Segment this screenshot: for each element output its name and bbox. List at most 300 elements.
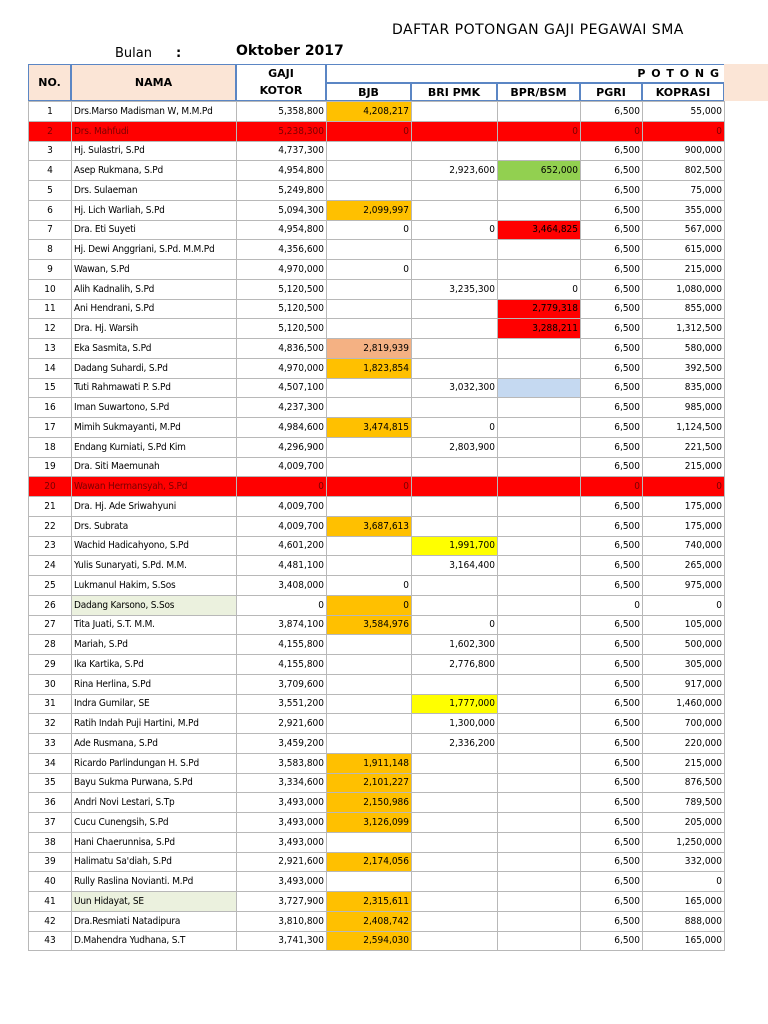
cell-nama[interactable]: Mimih Sukmayanti, M.Pd — [72, 418, 237, 438]
cell-bjb[interactable] — [327, 556, 412, 576]
cell-bjb[interactable] — [327, 694, 412, 714]
cell-pgri[interactable]: 6,500 — [581, 437, 643, 457]
cell-nama[interactable]: Tuti Rahmawati P. S.Pd — [72, 378, 237, 398]
cell-bri-pmk[interactable] — [412, 497, 498, 517]
cell-no[interactable]: 16 — [29, 398, 72, 418]
cell-no[interactable]: 31 — [29, 694, 72, 714]
cell-bpr-bsm[interactable] — [498, 595, 581, 615]
cell-no[interactable]: 34 — [29, 753, 72, 773]
cell-gaji-kotor[interactable]: 3,810,800 — [237, 911, 327, 931]
cell-bjb[interactable] — [327, 161, 412, 181]
cell-kopasi[interactable]: 855,000 — [643, 299, 725, 319]
cell-nama[interactable]: Alih Kadnalih, S.Pd — [72, 279, 237, 299]
cell-no[interactable]: 20 — [29, 477, 72, 497]
cell-nama[interactable]: Tita Juati, S.T. M.M. — [72, 615, 237, 635]
cell-no[interactable]: 9 — [29, 260, 72, 280]
cell-gaji-kotor[interactable]: 3,741,300 — [237, 931, 327, 951]
cell-kopasi[interactable]: 355,000 — [643, 200, 725, 220]
cell-bri-pmk[interactable] — [412, 931, 498, 951]
cell-bpr-bsm[interactable] — [498, 497, 581, 517]
cell-bjb[interactable] — [327, 378, 412, 398]
cell-gaji-kotor[interactable]: 4,954,800 — [237, 220, 327, 240]
cell-bjb[interactable] — [327, 398, 412, 418]
cell-bpr-bsm[interactable] — [498, 892, 581, 912]
cell-bjb[interactable] — [327, 457, 412, 477]
cell-no[interactable]: 28 — [29, 635, 72, 655]
cell-bjb[interactable]: 2,150,986 — [327, 793, 412, 813]
cell-nama[interactable]: Uun Hidayat, SE — [72, 892, 237, 912]
cell-bjb[interactable] — [327, 319, 412, 339]
cell-nama[interactable]: Drs. Sulaeman — [72, 181, 237, 201]
cell-kopasi[interactable]: 55,000 — [643, 102, 725, 122]
cell-gaji-kotor[interactable]: 3,493,000 — [237, 832, 327, 852]
cell-bri-pmk[interactable] — [412, 260, 498, 280]
cell-nama[interactable]: Hj. Lich Warliah, S.Pd — [72, 200, 237, 220]
cell-pgri[interactable]: 6,500 — [581, 260, 643, 280]
cell-gaji-kotor[interactable]: 3,551,200 — [237, 694, 327, 714]
cell-pgri[interactable]: 6,500 — [581, 516, 643, 536]
cell-nama[interactable]: Rina Herlina, S.Pd — [72, 674, 237, 694]
cell-bpr-bsm[interactable] — [498, 457, 581, 477]
cell-nama[interactable]: Cucu Cunengsih, S.Pd — [72, 813, 237, 833]
cell-no[interactable]: 6 — [29, 200, 72, 220]
cell-pgri[interactable]: 0 — [581, 477, 643, 497]
cell-no[interactable]: 5 — [29, 181, 72, 201]
cell-bri-pmk[interactable] — [412, 911, 498, 931]
cell-nama[interactable]: Dra.Resmiati Natadipura — [72, 911, 237, 931]
cell-bjb[interactable]: 0 — [327, 595, 412, 615]
cell-pgri[interactable]: 6,500 — [581, 813, 643, 833]
cell-gaji-kotor[interactable]: 4,601,200 — [237, 536, 327, 556]
cell-bpr-bsm[interactable] — [498, 694, 581, 714]
cell-pgri[interactable]: 6,500 — [581, 793, 643, 813]
cell-kopasi[interactable]: 615,000 — [643, 240, 725, 260]
cell-kopasi[interactable]: 265,000 — [643, 556, 725, 576]
cell-nama[interactable]: Yulis Sunaryati, S.Pd. M.M. — [72, 556, 237, 576]
cell-bjb[interactable]: 2,101,227 — [327, 773, 412, 793]
cell-pgri[interactable]: 6,500 — [581, 181, 643, 201]
cell-no[interactable]: 30 — [29, 674, 72, 694]
cell-nama[interactable]: Dra. Hj. Warsih — [72, 319, 237, 339]
cell-kopasi[interactable]: 900,000 — [643, 141, 725, 161]
cell-no[interactable]: 19 — [29, 457, 72, 477]
cell-gaji-kotor[interactable]: 5,358,800 — [237, 102, 327, 122]
cell-pgri[interactable]: 6,500 — [581, 102, 643, 122]
cell-bpr-bsm[interactable] — [498, 200, 581, 220]
cell-bri-pmk[interactable]: 2,776,800 — [412, 655, 498, 675]
cell-kopasi[interactable]: 392,500 — [643, 358, 725, 378]
cell-bjb[interactable]: 3,126,099 — [327, 813, 412, 833]
cell-bpr-bsm[interactable]: 3,464,825 — [498, 220, 581, 240]
cell-gaji-kotor[interactable]: 4,009,700 — [237, 516, 327, 536]
cell-kopasi[interactable]: 215,000 — [643, 260, 725, 280]
cell-pgri[interactable]: 6,500 — [581, 635, 643, 655]
cell-pgri[interactable]: 6,500 — [581, 418, 643, 438]
cell-bri-pmk[interactable] — [412, 753, 498, 773]
cell-bjb[interactable]: 2,099,997 — [327, 200, 412, 220]
cell-bpr-bsm[interactable] — [498, 852, 581, 872]
cell-bri-pmk[interactable] — [412, 813, 498, 833]
cell-gaji-kotor[interactable]: 3,709,600 — [237, 674, 327, 694]
cell-bpr-bsm[interactable] — [498, 931, 581, 951]
cell-pgri[interactable]: 6,500 — [581, 319, 643, 339]
cell-bri-pmk[interactable]: 0 — [412, 615, 498, 635]
cell-kopasi[interactable]: 1,460,000 — [643, 694, 725, 714]
cell-kopasi[interactable]: 789,500 — [643, 793, 725, 813]
cell-bri-pmk[interactable] — [412, 576, 498, 596]
cell-bpr-bsm[interactable] — [498, 477, 581, 497]
cell-pgri[interactable]: 6,500 — [581, 161, 643, 181]
cell-bri-pmk[interactable]: 1,300,000 — [412, 714, 498, 734]
cell-bri-pmk[interactable] — [412, 299, 498, 319]
cell-pgri[interactable]: 6,500 — [581, 220, 643, 240]
cell-nama[interactable]: Bayu Sukma Purwana, S.Pd — [72, 773, 237, 793]
cell-bri-pmk[interactable] — [412, 457, 498, 477]
cell-bjb[interactable] — [327, 714, 412, 734]
cell-pgri[interactable]: 6,500 — [581, 911, 643, 931]
cell-nama[interactable]: Dadang Suhardi, S.Pd — [72, 358, 237, 378]
cell-pgri[interactable]: 6,500 — [581, 852, 643, 872]
cell-bri-pmk[interactable] — [412, 141, 498, 161]
cell-nama[interactable]: Dra. Siti Maemunah — [72, 457, 237, 477]
cell-no[interactable]: 25 — [29, 576, 72, 596]
cell-gaji-kotor[interactable]: 4,155,800 — [237, 635, 327, 655]
cell-gaji-kotor[interactable]: 4,009,700 — [237, 457, 327, 477]
cell-no[interactable]: 21 — [29, 497, 72, 517]
cell-pgri[interactable]: 6,500 — [581, 299, 643, 319]
cell-gaji-kotor[interactable]: 4,507,100 — [237, 378, 327, 398]
cell-kopasi[interactable]: 917,000 — [643, 674, 725, 694]
cell-bpr-bsm[interactable] — [498, 615, 581, 635]
cell-bri-pmk[interactable] — [412, 477, 498, 497]
cell-bpr-bsm[interactable] — [498, 635, 581, 655]
cell-kopasi[interactable]: 740,000 — [643, 536, 725, 556]
cell-nama[interactable]: Ricardo Parlindungan H. S.Pd — [72, 753, 237, 773]
cell-gaji-kotor[interactable]: 3,459,200 — [237, 734, 327, 754]
cell-bpr-bsm[interactable] — [498, 358, 581, 378]
cell-gaji-kotor[interactable]: 4,481,100 — [237, 556, 327, 576]
cell-kopasi[interactable]: 75,000 — [643, 181, 725, 201]
cell-bpr-bsm[interactable]: 0 — [498, 121, 581, 141]
cell-pgri[interactable]: 6,500 — [581, 734, 643, 754]
cell-no[interactable]: 26 — [29, 595, 72, 615]
cell-gaji-kotor[interactable]: 4,155,800 — [237, 655, 327, 675]
cell-kopasi[interactable]: 0 — [643, 872, 725, 892]
cell-kopasi[interactable]: 175,000 — [643, 516, 725, 536]
cell-bri-pmk[interactable]: 1,777,000 — [412, 694, 498, 714]
cell-pgri[interactable]: 6,500 — [581, 931, 643, 951]
cell-bpr-bsm[interactable]: 652,000 — [498, 161, 581, 181]
cell-pgri[interactable]: 6,500 — [581, 378, 643, 398]
cell-pgri[interactable]: 6,500 — [581, 655, 643, 675]
cell-pgri[interactable]: 6,500 — [581, 832, 643, 852]
cell-bri-pmk[interactable] — [412, 398, 498, 418]
cell-kopasi[interactable]: 105,000 — [643, 615, 725, 635]
cell-bri-pmk[interactable] — [412, 121, 498, 141]
cell-no[interactable]: 8 — [29, 240, 72, 260]
cell-pgri[interactable]: 6,500 — [581, 576, 643, 596]
cell-kopasi[interactable]: 1,124,500 — [643, 418, 725, 438]
cell-kopasi[interactable]: 1,312,500 — [643, 319, 725, 339]
cell-pgri[interactable]: 6,500 — [581, 141, 643, 161]
cell-bpr-bsm[interactable] — [498, 437, 581, 457]
cell-pgri[interactable]: 6,500 — [581, 536, 643, 556]
cell-no[interactable]: 29 — [29, 655, 72, 675]
cell-nama[interactable]: Wawan Hermansyah, S.Pd — [72, 477, 237, 497]
cell-bpr-bsm[interactable] — [498, 872, 581, 892]
cell-bjb[interactable]: 3,474,815 — [327, 418, 412, 438]
cell-gaji-kotor[interactable]: 3,727,900 — [237, 892, 327, 912]
cell-bpr-bsm[interactable]: 0 — [498, 279, 581, 299]
cell-bri-pmk[interactable] — [412, 200, 498, 220]
cell-bpr-bsm[interactable] — [498, 536, 581, 556]
cell-nama[interactable]: Ika Kartika, S.Pd — [72, 655, 237, 675]
cell-bpr-bsm[interactable]: 3,288,211 — [498, 319, 581, 339]
cell-bri-pmk[interactable] — [412, 892, 498, 912]
cell-bri-pmk[interactable] — [412, 358, 498, 378]
cell-nama[interactable]: Rully Raslina Novianti. M.Pd — [72, 872, 237, 892]
cell-pgri[interactable]: 6,500 — [581, 240, 643, 260]
cell-gaji-kotor[interactable]: 5,094,300 — [237, 200, 327, 220]
cell-kopasi[interactable]: 802,500 — [643, 161, 725, 181]
cell-kopasi[interactable]: 835,000 — [643, 378, 725, 398]
cell-nama[interactable]: Dra. Eti Suyeti — [72, 220, 237, 240]
cell-no[interactable]: 18 — [29, 437, 72, 457]
cell-no[interactable]: 12 — [29, 319, 72, 339]
cell-gaji-kotor[interactable]: 4,237,300 — [237, 398, 327, 418]
cell-bjb[interactable]: 2,819,939 — [327, 339, 412, 359]
cell-kopasi[interactable]: 876,500 — [643, 773, 725, 793]
cell-kopasi[interactable]: 580,000 — [643, 339, 725, 359]
cell-gaji-kotor[interactable]: 3,408,000 — [237, 576, 327, 596]
cell-pgri[interactable]: 6,500 — [581, 615, 643, 635]
cell-no[interactable]: 38 — [29, 832, 72, 852]
cell-bjb[interactable]: 3,584,976 — [327, 615, 412, 635]
cell-gaji-kotor[interactable]: 4,836,500 — [237, 339, 327, 359]
cell-bjb[interactable]: 0 — [327, 220, 412, 240]
cell-bri-pmk[interactable]: 3,032,300 — [412, 378, 498, 398]
cell-gaji-kotor[interactable]: 4,970,000 — [237, 260, 327, 280]
cell-gaji-kotor[interactable]: 4,954,800 — [237, 161, 327, 181]
cell-bri-pmk[interactable]: 2,336,200 — [412, 734, 498, 754]
cell-no[interactable]: 23 — [29, 536, 72, 556]
cell-no[interactable]: 4 — [29, 161, 72, 181]
cell-gaji-kotor[interactable]: 0 — [237, 595, 327, 615]
cell-kopasi[interactable]: 0 — [643, 595, 725, 615]
cell-gaji-kotor[interactable]: 5,120,500 — [237, 319, 327, 339]
cell-no[interactable]: 11 — [29, 299, 72, 319]
cell-bri-pmk[interactable]: 2,803,900 — [412, 437, 498, 457]
cell-bpr-bsm[interactable]: 2,779,318 — [498, 299, 581, 319]
cell-bjb[interactable]: 0 — [327, 260, 412, 280]
cell-pgri[interactable]: 6,500 — [581, 398, 643, 418]
cell-kopasi[interactable]: 0 — [643, 121, 725, 141]
cell-kopasi[interactable]: 165,000 — [643, 931, 725, 951]
cell-kopasi[interactable]: 165,000 — [643, 892, 725, 912]
cell-bjb[interactable]: 2,174,056 — [327, 852, 412, 872]
cell-bri-pmk[interactable] — [412, 181, 498, 201]
cell-bri-pmk[interactable] — [412, 674, 498, 694]
cell-bjb[interactable] — [327, 734, 412, 754]
cell-gaji-kotor[interactable]: 4,970,000 — [237, 358, 327, 378]
cell-pgri[interactable]: 6,500 — [581, 497, 643, 517]
cell-pgri[interactable]: 6,500 — [581, 892, 643, 912]
cell-no[interactable]: 1 — [29, 102, 72, 122]
cell-gaji-kotor[interactable]: 4,984,600 — [237, 418, 327, 438]
cell-kopasi[interactable]: 888,000 — [643, 911, 725, 931]
cell-bjb[interactable]: 0 — [327, 477, 412, 497]
cell-no[interactable]: 2 — [29, 121, 72, 141]
cell-kopasi[interactable]: 221,500 — [643, 437, 725, 457]
cell-no[interactable]: 13 — [29, 339, 72, 359]
cell-no[interactable]: 39 — [29, 852, 72, 872]
cell-bri-pmk[interactable] — [412, 832, 498, 852]
cell-gaji-kotor[interactable]: 0 — [237, 477, 327, 497]
cell-nama[interactable]: Dra. Hj. Ade Sriwahyuni — [72, 497, 237, 517]
cell-bpr-bsm[interactable] — [498, 911, 581, 931]
cell-bri-pmk[interactable] — [412, 872, 498, 892]
cell-gaji-kotor[interactable]: 2,921,600 — [237, 714, 327, 734]
cell-nama[interactable]: Eka Sasmita, S.Pd — [72, 339, 237, 359]
cell-no[interactable]: 14 — [29, 358, 72, 378]
cell-bpr-bsm[interactable] — [498, 753, 581, 773]
cell-bpr-bsm[interactable] — [498, 260, 581, 280]
cell-kopasi[interactable]: 700,000 — [643, 714, 725, 734]
cell-bpr-bsm[interactable] — [498, 773, 581, 793]
cell-bpr-bsm[interactable] — [498, 576, 581, 596]
cell-kopasi[interactable]: 1,080,000 — [643, 279, 725, 299]
cell-bpr-bsm[interactable] — [498, 832, 581, 852]
cell-bpr-bsm[interactable] — [498, 516, 581, 536]
cell-bjb[interactable] — [327, 437, 412, 457]
cell-bpr-bsm[interactable] — [498, 339, 581, 359]
cell-bpr-bsm[interactable] — [498, 398, 581, 418]
cell-kopasi[interactable]: 220,000 — [643, 734, 725, 754]
cell-bri-pmk[interactable] — [412, 852, 498, 872]
cell-bri-pmk[interactable]: 1,991,700 — [412, 536, 498, 556]
cell-nama[interactable]: Hj. Dewi Anggriani, S.Pd. M.M.Pd — [72, 240, 237, 260]
cell-bjb[interactable] — [327, 536, 412, 556]
cell-bjb[interactable] — [327, 497, 412, 517]
cell-kopasi[interactable]: 985,000 — [643, 398, 725, 418]
cell-bjb[interactable]: 0 — [327, 576, 412, 596]
cell-bjb[interactable]: 1,911,148 — [327, 753, 412, 773]
cell-bpr-bsm[interactable] — [498, 655, 581, 675]
cell-kopasi[interactable]: 500,000 — [643, 635, 725, 655]
cell-nama[interactable]: Hani Chaerunnisa, S.Pd — [72, 832, 237, 852]
cell-nama[interactable]: Drs. Mahfudi — [72, 121, 237, 141]
cell-bjb[interactable] — [327, 299, 412, 319]
cell-no[interactable]: 17 — [29, 418, 72, 438]
cell-kopasi[interactable]: 305,000 — [643, 655, 725, 675]
cell-no[interactable]: 22 — [29, 516, 72, 536]
cell-bpr-bsm[interactable] — [498, 141, 581, 161]
cell-bri-pmk[interactable]: 1,602,300 — [412, 635, 498, 655]
cell-no[interactable]: 7 — [29, 220, 72, 240]
cell-no[interactable]: 15 — [29, 378, 72, 398]
cell-nama[interactable]: Wawan, S.Pd — [72, 260, 237, 280]
cell-bpr-bsm[interactable] — [498, 813, 581, 833]
cell-bpr-bsm[interactable] — [498, 556, 581, 576]
cell-pgri[interactable]: 6,500 — [581, 674, 643, 694]
cell-gaji-kotor[interactable]: 5,238,300 — [237, 121, 327, 141]
cell-nama[interactable]: Asep Rukmana, S.Pd — [72, 161, 237, 181]
cell-pgri[interactable]: 6,500 — [581, 773, 643, 793]
cell-kopasi[interactable]: 205,000 — [643, 813, 725, 833]
cell-pgri[interactable]: 6,500 — [581, 872, 643, 892]
cell-gaji-kotor[interactable]: 4,296,900 — [237, 437, 327, 457]
cell-pgri[interactable]: 6,500 — [581, 556, 643, 576]
cell-bjb[interactable]: 2,594,030 — [327, 931, 412, 951]
cell-kopasi[interactable]: 215,000 — [643, 457, 725, 477]
cell-nama[interactable]: Ade Rusmana, S.Pd — [72, 734, 237, 754]
cell-bri-pmk[interactable] — [412, 773, 498, 793]
cell-bri-pmk[interactable] — [412, 339, 498, 359]
cell-no[interactable]: 33 — [29, 734, 72, 754]
cell-nama[interactable]: Hj. Sulastri, S.Pd — [72, 141, 237, 161]
cell-bri-pmk[interactable]: 0 — [412, 418, 498, 438]
cell-no[interactable]: 27 — [29, 615, 72, 635]
cell-bpr-bsm[interactable] — [498, 734, 581, 754]
cell-bjb[interactable]: 2,408,742 — [327, 911, 412, 931]
cell-nama[interactable]: Wachid Hadicahyono, S.Pd — [72, 536, 237, 556]
cell-gaji-kotor[interactable]: 3,493,000 — [237, 813, 327, 833]
cell-pgri[interactable]: 6,500 — [581, 358, 643, 378]
cell-no[interactable]: 40 — [29, 872, 72, 892]
cell-bpr-bsm[interactable] — [498, 418, 581, 438]
cell-no[interactable]: 43 — [29, 931, 72, 951]
cell-gaji-kotor[interactable]: 2,921,600 — [237, 852, 327, 872]
cell-bjb[interactable] — [327, 279, 412, 299]
cell-bjb[interactable]: 2,315,611 — [327, 892, 412, 912]
cell-pgri[interactable]: 6,500 — [581, 279, 643, 299]
cell-bri-pmk[interactable]: 3,235,300 — [412, 279, 498, 299]
cell-gaji-kotor[interactable]: 4,009,700 — [237, 497, 327, 517]
cell-kopasi[interactable]: 0 — [643, 477, 725, 497]
cell-nama[interactable]: Mariah, S.Pd — [72, 635, 237, 655]
cell-no[interactable]: 41 — [29, 892, 72, 912]
cell-bjb[interactable]: 3,687,613 — [327, 516, 412, 536]
cell-bpr-bsm[interactable] — [498, 378, 581, 398]
cell-no[interactable]: 35 — [29, 773, 72, 793]
cell-kopasi[interactable]: 1,250,000 — [643, 832, 725, 852]
cell-bpr-bsm[interactable] — [498, 181, 581, 201]
cell-bjb[interactable] — [327, 655, 412, 675]
cell-gaji-kotor[interactable]: 5,120,500 — [237, 279, 327, 299]
cell-nama[interactable]: D.Mahendra Yudhana, S.T — [72, 931, 237, 951]
cell-pgri[interactable]: 6,500 — [581, 339, 643, 359]
cell-bjb[interactable] — [327, 674, 412, 694]
cell-bpr-bsm[interactable] — [498, 240, 581, 260]
cell-kopasi[interactable]: 215,000 — [643, 753, 725, 773]
cell-nama[interactable]: Drs. Subrata — [72, 516, 237, 536]
cell-bpr-bsm[interactable] — [498, 714, 581, 734]
cell-bpr-bsm[interactable] — [498, 793, 581, 813]
cell-nama[interactable]: Ani Hendrani, S.Pd — [72, 299, 237, 319]
cell-gaji-kotor[interactable]: 5,249,800 — [237, 181, 327, 201]
cell-bri-pmk[interactable] — [412, 319, 498, 339]
cell-bjb[interactable]: 4,208,217 — [327, 102, 412, 122]
cell-no[interactable]: 36 — [29, 793, 72, 813]
cell-bjb[interactable] — [327, 141, 412, 161]
cell-no[interactable]: 42 — [29, 911, 72, 931]
cell-pgri[interactable]: 6,500 — [581, 714, 643, 734]
cell-nama[interactable]: Ratih Indah Puji Hartini, M.Pd — [72, 714, 237, 734]
cell-bri-pmk[interactable] — [412, 516, 498, 536]
cell-bri-pmk[interactable] — [412, 240, 498, 260]
cell-kopasi[interactable]: 332,000 — [643, 852, 725, 872]
cell-bri-pmk[interactable] — [412, 793, 498, 813]
